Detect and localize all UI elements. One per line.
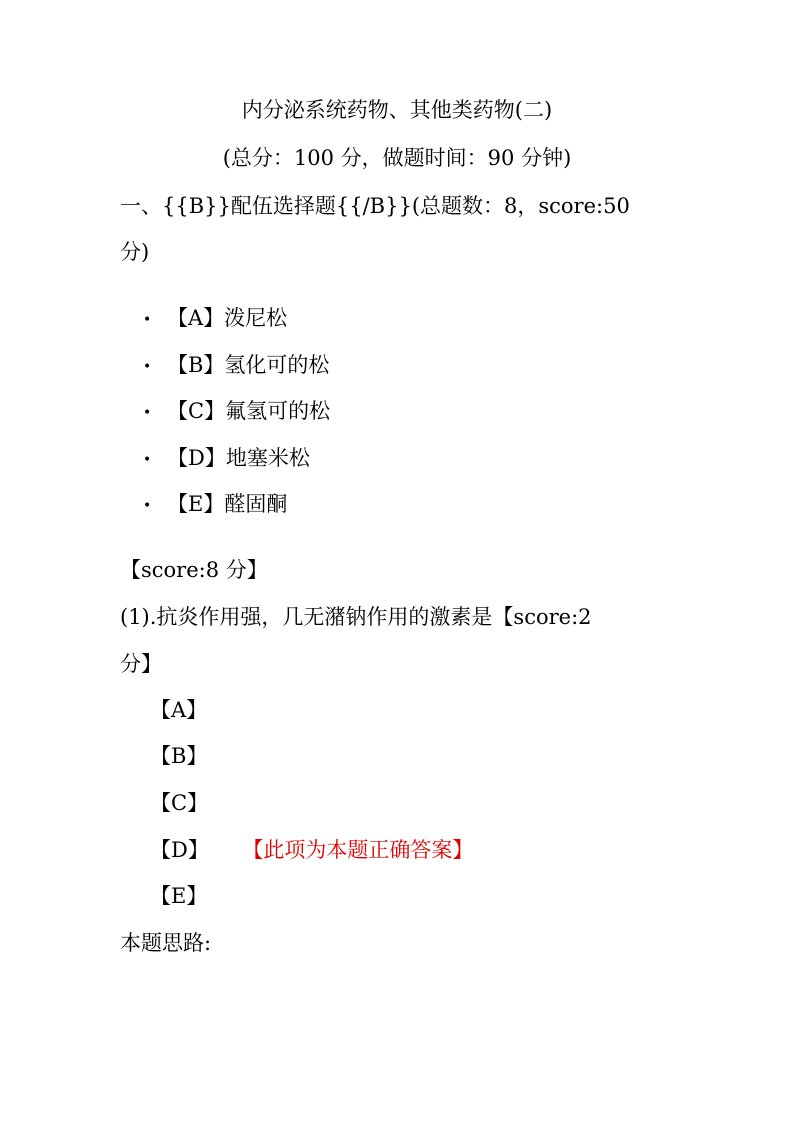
bullet-icon: • bbox=[143, 497, 152, 514]
bullet-icon: • bbox=[143, 451, 152, 468]
option-item-d bbox=[143, 448, 310, 469]
correct-answer-note: 【此项为本题正确答案】 bbox=[252, 838, 474, 862]
option-label: 【E】醛固酮 bbox=[167, 492, 288, 516]
option-item-c bbox=[143, 401, 330, 422]
choice-d-row bbox=[150, 840, 473, 861]
option-item-b bbox=[143, 355, 329, 376]
bullet-icon: • bbox=[143, 404, 152, 421]
option-label: 【A】泼尼松 bbox=[167, 306, 288, 330]
explanation-label: 本题思路: bbox=[120, 931, 212, 955]
group-score: 【score:8 分】 bbox=[120, 558, 268, 582]
choice-b: 【B】 bbox=[150, 744, 208, 768]
option-label: 【B】氢化可的松 bbox=[167, 353, 330, 377]
option-label: 【D】地塞米松 bbox=[167, 446, 310, 470]
choice-a: 【A】 bbox=[150, 698, 208, 722]
choice-d: 【D】 bbox=[150, 838, 209, 862]
document-subtitle: (总分：100 分，做题时间：90 分钟) bbox=[222, 146, 572, 170]
bullet-icon: • bbox=[143, 358, 152, 375]
choice-c: 【C】 bbox=[150, 791, 209, 815]
option-label: 【C】氟氢可的松 bbox=[167, 399, 331, 423]
question-stem: (1).抗炎作用强，几无潴钠作用的激素是【score:2 bbox=[120, 605, 592, 629]
question-stem-continued: 分】 bbox=[120, 652, 162, 676]
option-item-e bbox=[143, 494, 287, 515]
bullet-icon: • bbox=[143, 311, 152, 328]
option-item-a bbox=[143, 308, 287, 329]
section-heading: 一、{{B}}配伍选择题{{/B}}(总题数：8，score:50 bbox=[120, 194, 630, 218]
choice-e: 【E】 bbox=[150, 884, 208, 908]
document-title: 内分泌系统药物、其他类药物(二) bbox=[241, 98, 553, 122]
section-heading-continued: 分) bbox=[120, 240, 150, 264]
